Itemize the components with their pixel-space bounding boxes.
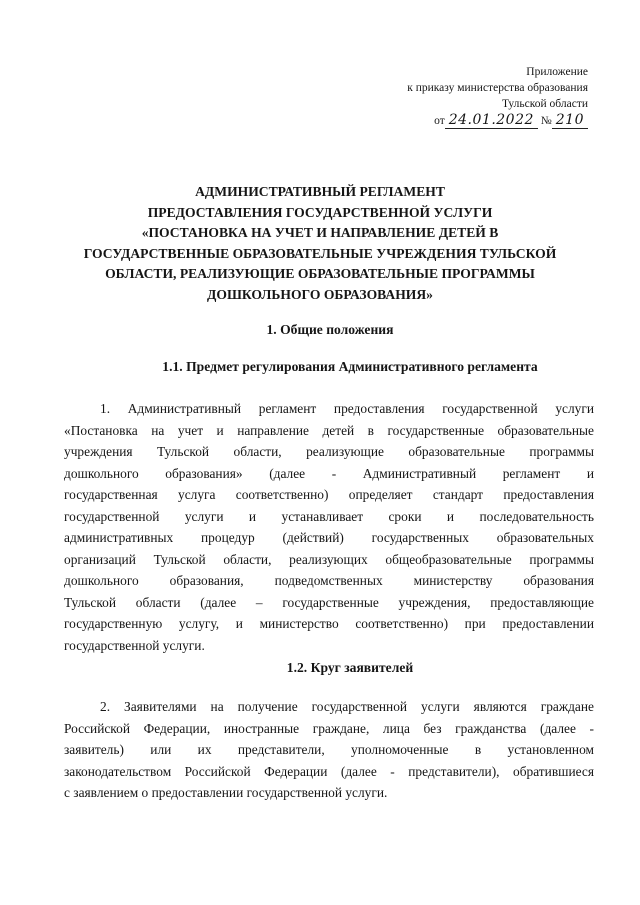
order-number: 210 xyxy=(552,112,588,129)
paragraph-line: заявитель) или их представители, уполномоченные в установленном xyxy=(64,742,594,757)
title-line: АДМИНИСТРАТИВНЫЙ РЕГЛАМЕНТ xyxy=(195,184,445,199)
paragraph-2 xyxy=(64,696,594,804)
paragraph-line: государственную услугу, и министерство соответственно) при предоставлении xyxy=(64,616,594,631)
paragraph-1 xyxy=(64,398,594,656)
section-heading-applicants: 1.2. Круг заявителей xyxy=(286,660,414,675)
paragraph-line: 2. Заявителями на получение государственной услуги являются граждане xyxy=(100,699,594,714)
paragraph-line: с заявлением о предоставлении государственной услуги. xyxy=(64,785,388,800)
paragraph-line: административных процедур (действий) государственных образовательных xyxy=(64,530,594,545)
number-prefix: № xyxy=(540,115,552,127)
title-line: «ПОСТАНОВКА НА УЧЕТ И НАПРАВЛЕНИЕ ДЕТЕЙ В xyxy=(141,225,499,240)
paragraph-line: учреждения Тульской области, реализующие образовательные программы xyxy=(64,444,594,459)
paragraph-line: организаций Тульской области, реализующих общеобразовательные программы xyxy=(64,551,594,567)
paragraph-line: государственная услуга соответственно) определяет стандарт предоставления xyxy=(64,487,594,502)
title-line: ОБЛАСТИ, РЕАЛИЗУЮЩИЕ ОБРАЗОВАТЕЛЬНЫЕ ПРОГРАММЫ xyxy=(105,266,535,281)
paragraph-line: «Постановка на учет и направление детей в государственные образовательные xyxy=(64,422,594,438)
title-line: ПРЕДОСТАВЛЕНИЯ ГОСУДАРСТВЕННОЙ УСЛУГИ xyxy=(147,204,493,220)
section-heading-subject: 1.1. Предмет регулирования Административного регламента xyxy=(162,359,538,374)
annex-line-1: Приложение xyxy=(526,66,588,78)
section-heading-general: 1. Общие положения xyxy=(266,322,394,337)
paragraph-line: Тульской области (далее – государственные учреждения, предоставляющие xyxy=(64,594,594,610)
paragraph-line: законодательством Российской Федерации (далее - представители), обратившиеся xyxy=(64,763,594,779)
annex-date-number xyxy=(434,112,588,129)
paragraph-line: Российской Федерации, иностранные граждане, лица без гражданства (далее - xyxy=(64,720,594,736)
paragraph-line: 1. Административный регламент предоставления государственной услуги xyxy=(100,401,594,416)
document-title xyxy=(40,182,600,305)
annex-header xyxy=(407,64,588,129)
date-prefix: от xyxy=(434,115,445,127)
paragraph-line: государственной услуги и устанавливает сроки и последовательность xyxy=(64,508,594,524)
title-line: ДОШКОЛЬНОГО ОБРАЗОВАНИЯ» xyxy=(207,286,433,302)
order-date: 24.01.2022 xyxy=(445,112,538,129)
title-line: ГОСУДАРСТВЕННЫЕ ОБРАЗОВАТЕЛЬНЫЕ УЧРЕЖДЕНИЯ ТУЛЬСКОЙ xyxy=(83,245,557,261)
annex-line-2: к приказу министерства образования xyxy=(407,82,588,94)
paragraph-line: дошкольного образования» (далее - Административный регламент и xyxy=(64,465,594,481)
paragraph-line: государственной услуги. xyxy=(64,637,205,653)
annex-line-3: Тульской области xyxy=(501,98,588,110)
paragraph-line: дошкольного образования, подведомственных министерству образования xyxy=(64,573,594,588)
